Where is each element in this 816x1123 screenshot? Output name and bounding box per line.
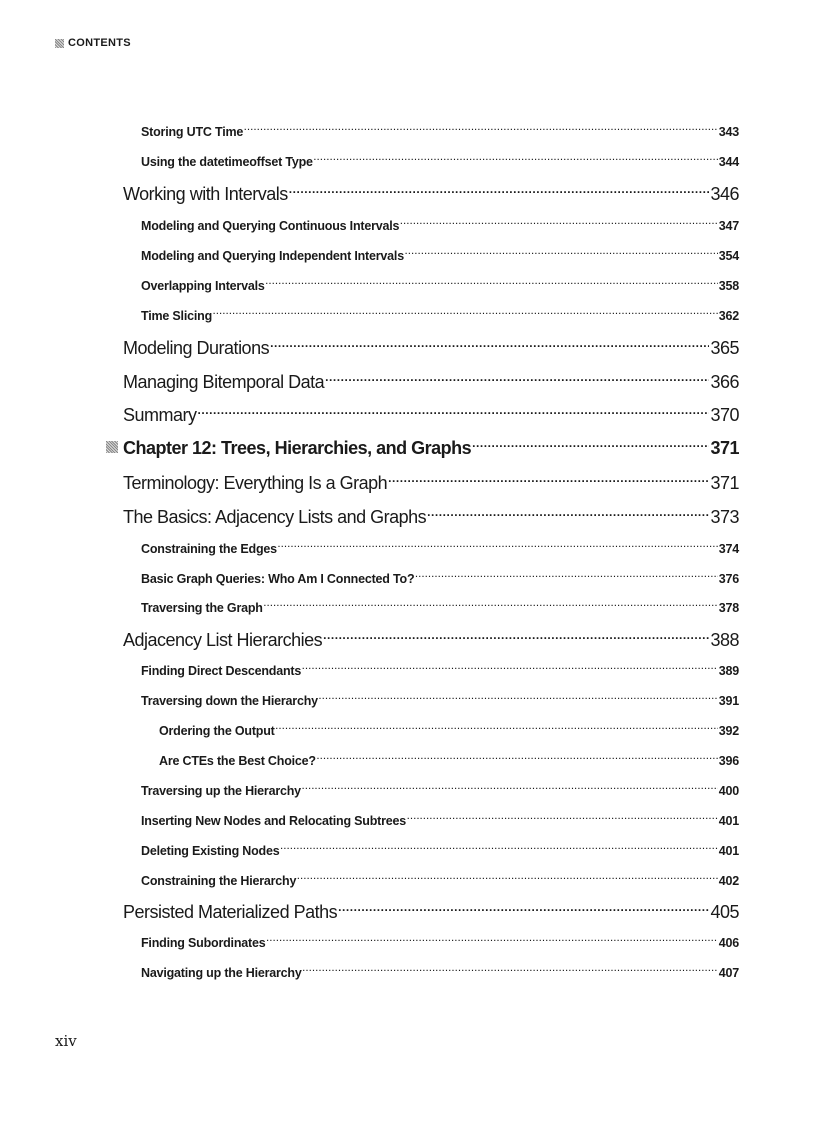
toc-entry[interactable] [141,812,739,828]
toc-entry-page: 371 [710,438,739,458]
toc-entry[interactable] [141,247,739,263]
dot-leader [266,277,718,290]
toc-entry-page: 402 [718,873,739,888]
toc-entry-title: Modeling and Querying Continuous Intervals [141,218,400,233]
toc-entry-title: Traversing the Graph [141,600,263,615]
toc-entry[interactable] [141,570,739,586]
toc-entry[interactable] [141,692,739,708]
toc-entry-page: 378 [718,600,739,615]
dot-leader [323,628,709,646]
chapter-marker-icon [106,441,118,453]
toc-entry-title: Constraining the Hierarchy [141,873,297,888]
toc-entry-page: 389 [718,663,739,678]
toc-entry-page: 396 [718,753,739,768]
toc-entry[interactable] [123,628,739,650]
toc-entry-page: 354 [718,248,739,263]
page-number: xiv [55,1032,77,1050]
toc-entry-title: Managing Bitemporal Data [123,372,325,392]
dot-leader [270,336,709,354]
dot-leader [407,812,718,825]
toc-entry-title: Constraining the Edges [141,541,277,556]
toc-entry-title: Persisted Materialized Paths [123,902,338,922]
toc-entry-page: 374 [718,541,739,556]
toc-entry-title: Storing UTC Time [141,124,244,139]
toc-entry[interactable] [141,277,739,293]
dot-leader [244,123,718,136]
dot-leader [319,692,718,705]
dot-leader [213,307,718,320]
dot-leader [276,722,718,735]
toc-entry-page: 343 [718,124,739,139]
toc-entry-title: Navigating up the Hierarchy [141,965,302,980]
toc-entry-page: 370 [710,405,739,425]
toc-entry[interactable] [159,752,739,768]
dot-leader [302,662,718,675]
dot-leader [297,872,717,885]
dot-leader [198,403,710,421]
toc-entry-page: 373 [710,507,739,527]
dot-leader [289,182,710,200]
dot-leader [266,934,717,947]
toc-entry[interactable] [123,505,739,527]
toc-entry-page: 388 [710,630,739,650]
toc-entry-title: Modeling Durations [123,338,270,358]
toc-entry-page: 344 [718,154,739,169]
running-header [55,37,131,49]
toc-entry-title: Traversing up the Hierarchy [141,783,301,798]
toc-entry-title: Traversing down the Hierarchy [141,693,318,708]
toc-entry-page: 392 [718,723,739,738]
toc-entry-title: Finding Subordinates [141,935,266,950]
toc-entry-page: 366 [710,372,739,392]
toc-entry[interactable] [141,599,739,615]
toc-entry-page: 347 [718,218,739,233]
toc-entry[interactable] [141,540,739,556]
toc-entry-title: Time Slicing [141,308,213,323]
toc-entry-page: 400 [718,783,739,798]
dot-leader [280,842,717,855]
toc-entry-page: 376 [718,571,739,586]
toc-entry-page: 362 [718,308,739,323]
toc-entry[interactable] [141,153,739,169]
dot-leader [325,370,709,388]
toc-entry-title: Modeling and Querying Independent Intervals [141,248,404,263]
dot-leader [278,540,718,553]
dot-leader [302,782,718,795]
toc-entry-title: Are CTEs the Best Choice? [159,753,316,768]
toc-entry-page: 407 [718,965,739,980]
toc-entry[interactable] [141,934,739,950]
header-marker-icon [55,39,64,48]
dot-leader [405,247,718,260]
dot-leader [264,599,718,612]
toc-entry-title: Deleting Existing Nodes [141,843,280,858]
toc-entry-page: 391 [718,693,739,708]
toc-entry-title: Using the datetimeoffset Type [141,154,313,169]
toc-entry-title: Finding Direct Descendants [141,663,302,678]
dot-leader [427,505,709,523]
toc-entry[interactable] [123,336,739,358]
toc-entry[interactable] [141,123,739,139]
toc-entry[interactable] [141,842,739,858]
toc-entry-title: Inserting New Nodes and Relocating Subtrees [141,813,407,828]
toc-entry-page: 358 [718,278,739,293]
toc-entry-page: 346 [710,184,739,204]
toc-entry-page: 405 [710,902,739,922]
toc-entry[interactable] [141,872,739,888]
toc-entry-title: Adjacency List Hierarchies [123,630,323,650]
toc-entry-page: 371 [710,473,739,493]
toc-entry[interactable] [123,436,739,458]
toc-entry[interactable] [123,370,739,392]
dot-leader [400,217,717,230]
toc-entry[interactable] [123,471,739,493]
dot-leader [472,436,709,454]
toc-entry[interactable] [141,964,739,980]
dot-leader [317,752,718,765]
header-label: CONTENTS [68,37,131,49]
toc-entry-title: Chapter 12: Trees, Hierarchies, and Graphs [123,438,472,458]
toc-entry[interactable] [123,182,739,204]
toc-entry[interactable] [123,403,739,425]
toc-entry-title: The Basics: Adjacency Lists and Graphs [123,507,427,527]
toc-entry[interactable] [141,307,739,323]
toc-entry-page: 406 [718,935,739,950]
toc-entry-title: Overlapping Intervals [141,278,265,293]
toc-entry-title: Summary [123,405,197,425]
toc-entry[interactable] [141,782,739,798]
toc-entry[interactable] [141,662,739,678]
toc-entry-page: 401 [718,843,739,858]
toc-entry-page: 401 [718,813,739,828]
toc-entry-title: Ordering the Output [159,723,275,738]
toc-entry-title: Working with Intervals [123,184,288,204]
toc-entry-title: Terminology: Everything Is a Graph [123,473,388,493]
dot-leader [388,471,709,489]
dot-leader [303,964,718,977]
dot-leader [415,570,717,583]
toc-entry[interactable] [123,900,739,922]
dot-leader [314,153,718,166]
toc-entry-title: Basic Graph Queries: Who Am I Connected To? [141,571,415,586]
toc-entry[interactable] [141,217,739,233]
toc-entry-page: 365 [710,338,739,358]
toc-entry[interactable] [159,722,739,738]
dot-leader [338,900,709,918]
